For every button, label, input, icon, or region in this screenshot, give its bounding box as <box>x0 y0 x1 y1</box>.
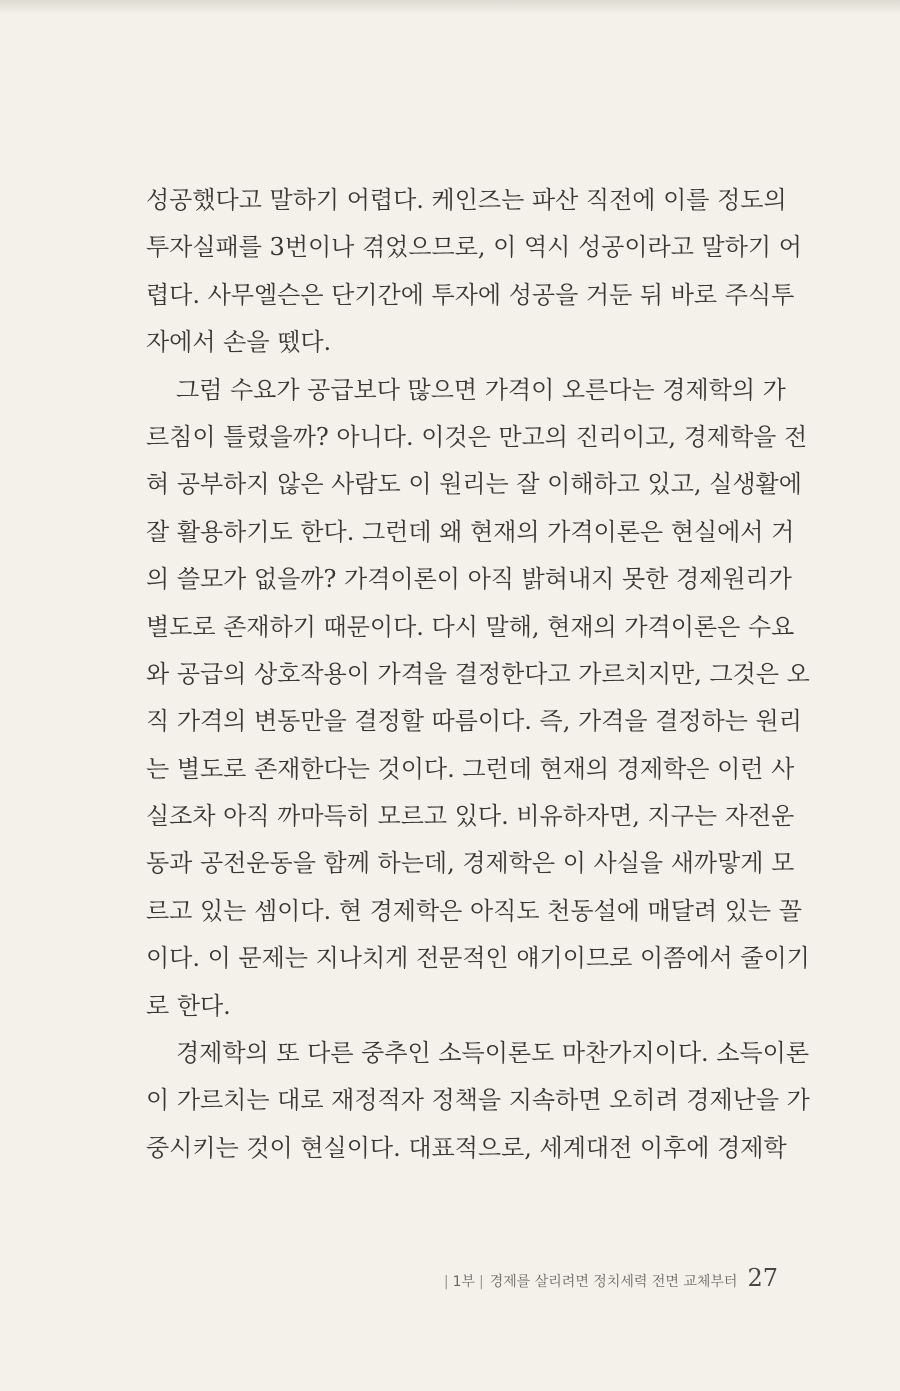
text-line: 이 가르치는 대로 재정적자 정책을 지속하면 오히려 경제난을 가 <box>146 1086 810 1115</box>
text-line: 는 별도로 존재한다는 것이다. 그런데 현재의 경제학은 이런 사 <box>146 754 795 783</box>
text-line: 동과 공전운동을 함께 하는데, 경제학은 이 사실을 새까맣게 모 <box>146 849 795 878</box>
text-line: 의 쓸모가 없을까? 가격이론이 아직 밝혀내지 못한 경제원리가 <box>146 565 792 594</box>
text-line: 이다. 이 문제는 지나치게 전문적인 얘기이므로 이쯤에서 줄이기 <box>146 944 810 973</box>
text-line: 투자실패를 3번이나 겪었으므로, 이 역시 성공이라고 말하기 어 <box>146 233 802 262</box>
footer-chapter-title: 경제를 살리려면 정치세력 전면 교체부터 <box>489 1274 738 1290</box>
text-line: 그럼 수요가 공급보다 많으면 가격이 오른다는 경제학의 가 <box>176 375 786 404</box>
text-line: 르침이 틀렸을까? 아니다. 이것은 만고의 진리이고, 경제학을 전 <box>146 422 808 451</box>
text-line: 렵다. 사무엘슨은 단기간에 투자에 성공을 거둔 뒤 바로 주식투 <box>146 280 795 309</box>
text-line: 별도로 존재하기 때문이다. 다시 말해, 현재의 가격이론은 수요 <box>146 612 795 641</box>
text-line: 중시키는 것이 현실이다. 대표적으로, 세계대전 이후에 경제학 <box>146 1133 787 1162</box>
text-line: 르고 있는 셈이다. 현 경제학은 아직도 천동설에 매달려 있는 꼴 <box>146 896 802 925</box>
footer-separator: | <box>443 1274 449 1290</box>
text-line: 직 가격의 변동만을 결정할 따름이다. 즉, 가격을 결정하는 원리 <box>146 707 802 736</box>
footer-separator: | <box>479 1274 484 1290</box>
text-line: 실조차 아직 까마득히 모르고 있다. 비유하자면, 지구는 자전운 <box>146 802 795 831</box>
text-line: 경제학의 또 다른 중추인 소득이론도 마찬가지이다. 소득이론 <box>176 1039 810 1068</box>
text-line: 잘 활용하기도 한다. 그런데 왜 현재의 가격이론은 현실에서 거 <box>146 517 795 546</box>
footer-part-label: 1부 <box>452 1274 476 1290</box>
text-line: 와 공급의 상호작용이 가격을 결정한다고 가르치지만, 그것은 오 <box>146 659 810 688</box>
page-top-edge <box>0 0 900 14</box>
text-line: 로 한다. <box>146 991 231 1020</box>
page-number: 27 <box>747 1264 778 1292</box>
text-line: 자에서 손을 뗐다. <box>146 328 332 357</box>
text-line: 성공했다고 말하기 어렵다. 케인즈는 파산 직전에 이를 정도의 <box>146 186 787 214</box>
text-line: 혀 공부하지 않은 사람도 이 원리는 잘 이해하고 있고, 실생활에 <box>146 470 802 499</box>
body-text <box>146 177 810 1172</box>
running-footer <box>440 1264 778 1304</box>
